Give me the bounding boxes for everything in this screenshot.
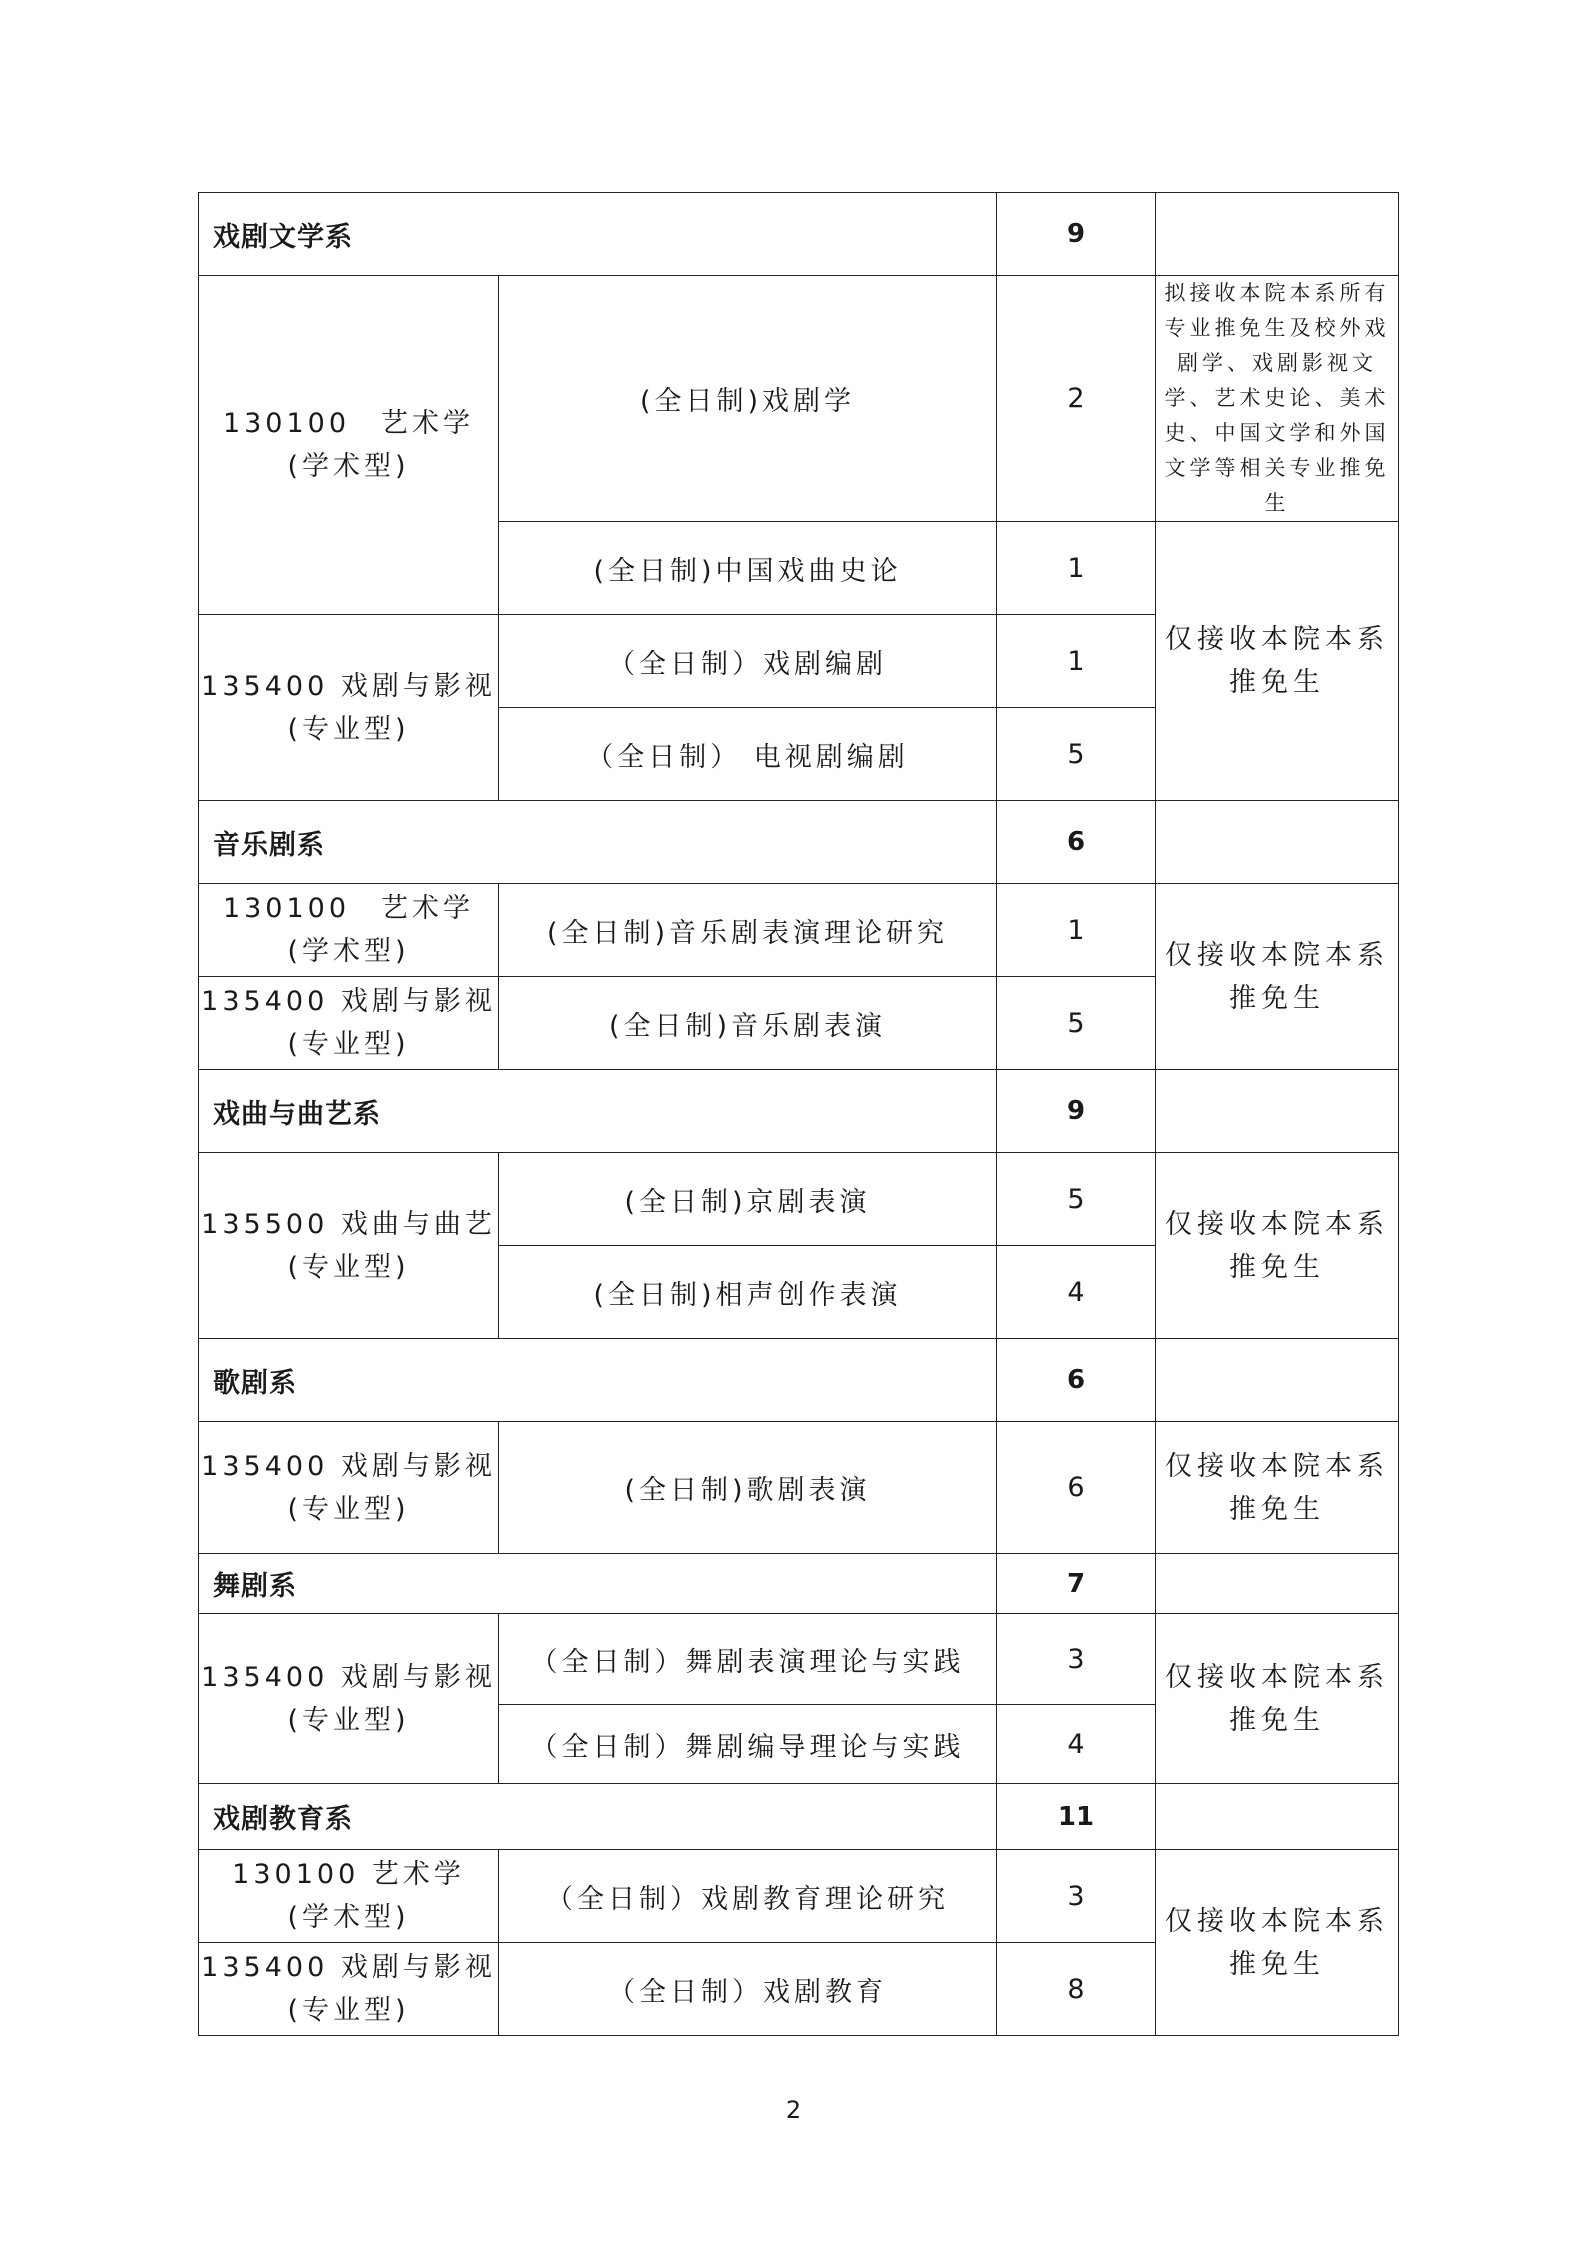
discipline-cell	[199, 1614, 499, 1784]
department-name: 戏曲与曲艺系	[199, 1070, 997, 1153]
direction-cell: （全日制）戏剧教育理论研究	[499, 1850, 997, 1943]
discipline-code: 130100 艺术学	[222, 408, 475, 439]
empty-note-cell	[1156, 1554, 1399, 1614]
empty-note-cell	[1156, 1339, 1399, 1422]
table-row	[199, 884, 1399, 977]
discipline-code: 130100 艺术学	[222, 893, 475, 924]
discipline-cell	[199, 615, 499, 801]
discipline-code: 135400 戏剧与影视	[201, 1450, 496, 1482]
department-total: 7	[997, 1554, 1156, 1614]
note-cell: 仅接收本院本系推免生	[1156, 1422, 1399, 1554]
discipline-type: (学术型)	[287, 1902, 410, 1933]
discipline-type: (专业型)	[287, 1704, 410, 1736]
discipline-code: 135500 戏曲与曲艺	[201, 1208, 496, 1240]
discipline-cell	[199, 1850, 499, 1943]
department-total: 9	[997, 193, 1156, 276]
page-number: 2	[785, 2096, 802, 2124]
department-row	[199, 801, 1399, 884]
discipline-cell	[199, 977, 499, 1070]
discipline-type: (专业型)	[287, 713, 410, 745]
department-total: 6	[997, 801, 1156, 884]
count-cell: 1	[997, 884, 1156, 977]
note-cell: 仅接收本院本系推免生	[1156, 1850, 1399, 2036]
table-row	[199, 1850, 1399, 1943]
direction-cell: (全日制)相声创作表演	[499, 1246, 997, 1339]
table-row	[199, 1614, 1399, 1705]
department-name: 音乐剧系	[199, 801, 997, 884]
table-row	[199, 276, 1399, 522]
count-cell: 1	[997, 615, 1156, 708]
count-cell: 5	[997, 708, 1156, 801]
count-cell: 8	[997, 1943, 1156, 2036]
table-row	[199, 1153, 1399, 1246]
note-cell: 仅接收本院本系推免生	[1156, 884, 1399, 1070]
direction-cell: (全日制)戏剧学	[499, 276, 997, 522]
discipline-code: 135400 戏剧与影视	[201, 986, 496, 1017]
department-name: 戏剧文学系	[199, 193, 997, 276]
direction-cell: (全日制)中国戏曲史论	[499, 522, 997, 615]
discipline-code: 135400 戏剧与影视	[201, 1952, 496, 1983]
count-cell: 3	[997, 1614, 1156, 1705]
direction-cell: (全日制)音乐剧表演	[499, 977, 997, 1070]
department-total: 9	[997, 1070, 1156, 1153]
count-cell: 4	[997, 1705, 1156, 1784]
count-cell: 3	[997, 1850, 1156, 1943]
discipline-type: (专业型)	[287, 1493, 410, 1525]
direction-cell: （全日制）戏剧教育	[499, 1943, 997, 2036]
empty-note-cell	[1156, 1784, 1399, 1850]
department-total: 6	[997, 1339, 1156, 1422]
discipline-type: (专业型)	[287, 1995, 410, 2026]
department-name: 舞剧系	[199, 1554, 997, 1614]
count-cell: 2	[997, 276, 1156, 522]
empty-note-cell	[1156, 801, 1399, 884]
direction-cell: （全日制）舞剧表演理论与实践	[499, 1614, 997, 1705]
department-row	[199, 193, 1399, 276]
discipline-cell	[199, 1422, 499, 1554]
note-cell: 仅接收本院本系推免生	[1156, 522, 1399, 801]
table-row	[199, 1422, 1399, 1554]
discipline-type: (学术型)	[287, 936, 410, 967]
department-name: 戏剧教育系	[199, 1784, 997, 1850]
count-cell: 5	[997, 1153, 1156, 1246]
direction-cell: (全日制)京剧表演	[499, 1153, 997, 1246]
department-name: 歌剧系	[199, 1339, 997, 1422]
direction-cell: （全日制） 电视剧编剧	[499, 708, 997, 801]
department-row	[199, 1070, 1399, 1153]
department-total: 11	[997, 1784, 1156, 1850]
enrollment-quota-table	[198, 192, 1399, 2036]
direction-cell: （全日制）舞剧编导理论与实践	[499, 1705, 997, 1784]
discipline-cell	[199, 1943, 499, 2036]
direction-cell: (全日制)音乐剧表演理论研究	[499, 884, 997, 977]
discipline-type: (专业型)	[287, 1251, 410, 1283]
note-cell: 仅接收本院本系推免生	[1156, 1614, 1399, 1784]
count-cell: 6	[997, 1422, 1156, 1554]
count-cell: 4	[997, 1246, 1156, 1339]
direction-cell: (全日制)歌剧表演	[499, 1422, 997, 1554]
count-cell: 5	[997, 977, 1156, 1070]
note-cell: 拟接收本院本系所有专业推免生及校外戏剧学、戏剧影视文学、艺术史论、美术史、中国文学和外国文学等相关专业推免生	[1156, 276, 1399, 522]
discipline-cell	[199, 884, 499, 977]
discipline-cell	[199, 276, 499, 615]
department-row	[199, 1339, 1399, 1422]
direction-cell: （全日制）戏剧编剧	[499, 615, 997, 708]
note-cell: 仅接收本院本系推免生	[1156, 1153, 1399, 1339]
count-cell: 1	[997, 522, 1156, 615]
discipline-type: (学术型)	[287, 451, 410, 482]
discipline-type: (专业型)	[287, 1029, 410, 1060]
department-row	[199, 1784, 1399, 1850]
empty-note-cell	[1156, 193, 1399, 276]
discipline-code: 135400 戏剧与影视	[201, 1661, 496, 1693]
discipline-cell	[199, 1153, 499, 1339]
discipline-code: 135400 戏剧与影视	[201, 670, 496, 702]
discipline-code: 130100 艺术学	[232, 1859, 465, 1890]
empty-note-cell	[1156, 1070, 1399, 1153]
department-row	[199, 1554, 1399, 1614]
